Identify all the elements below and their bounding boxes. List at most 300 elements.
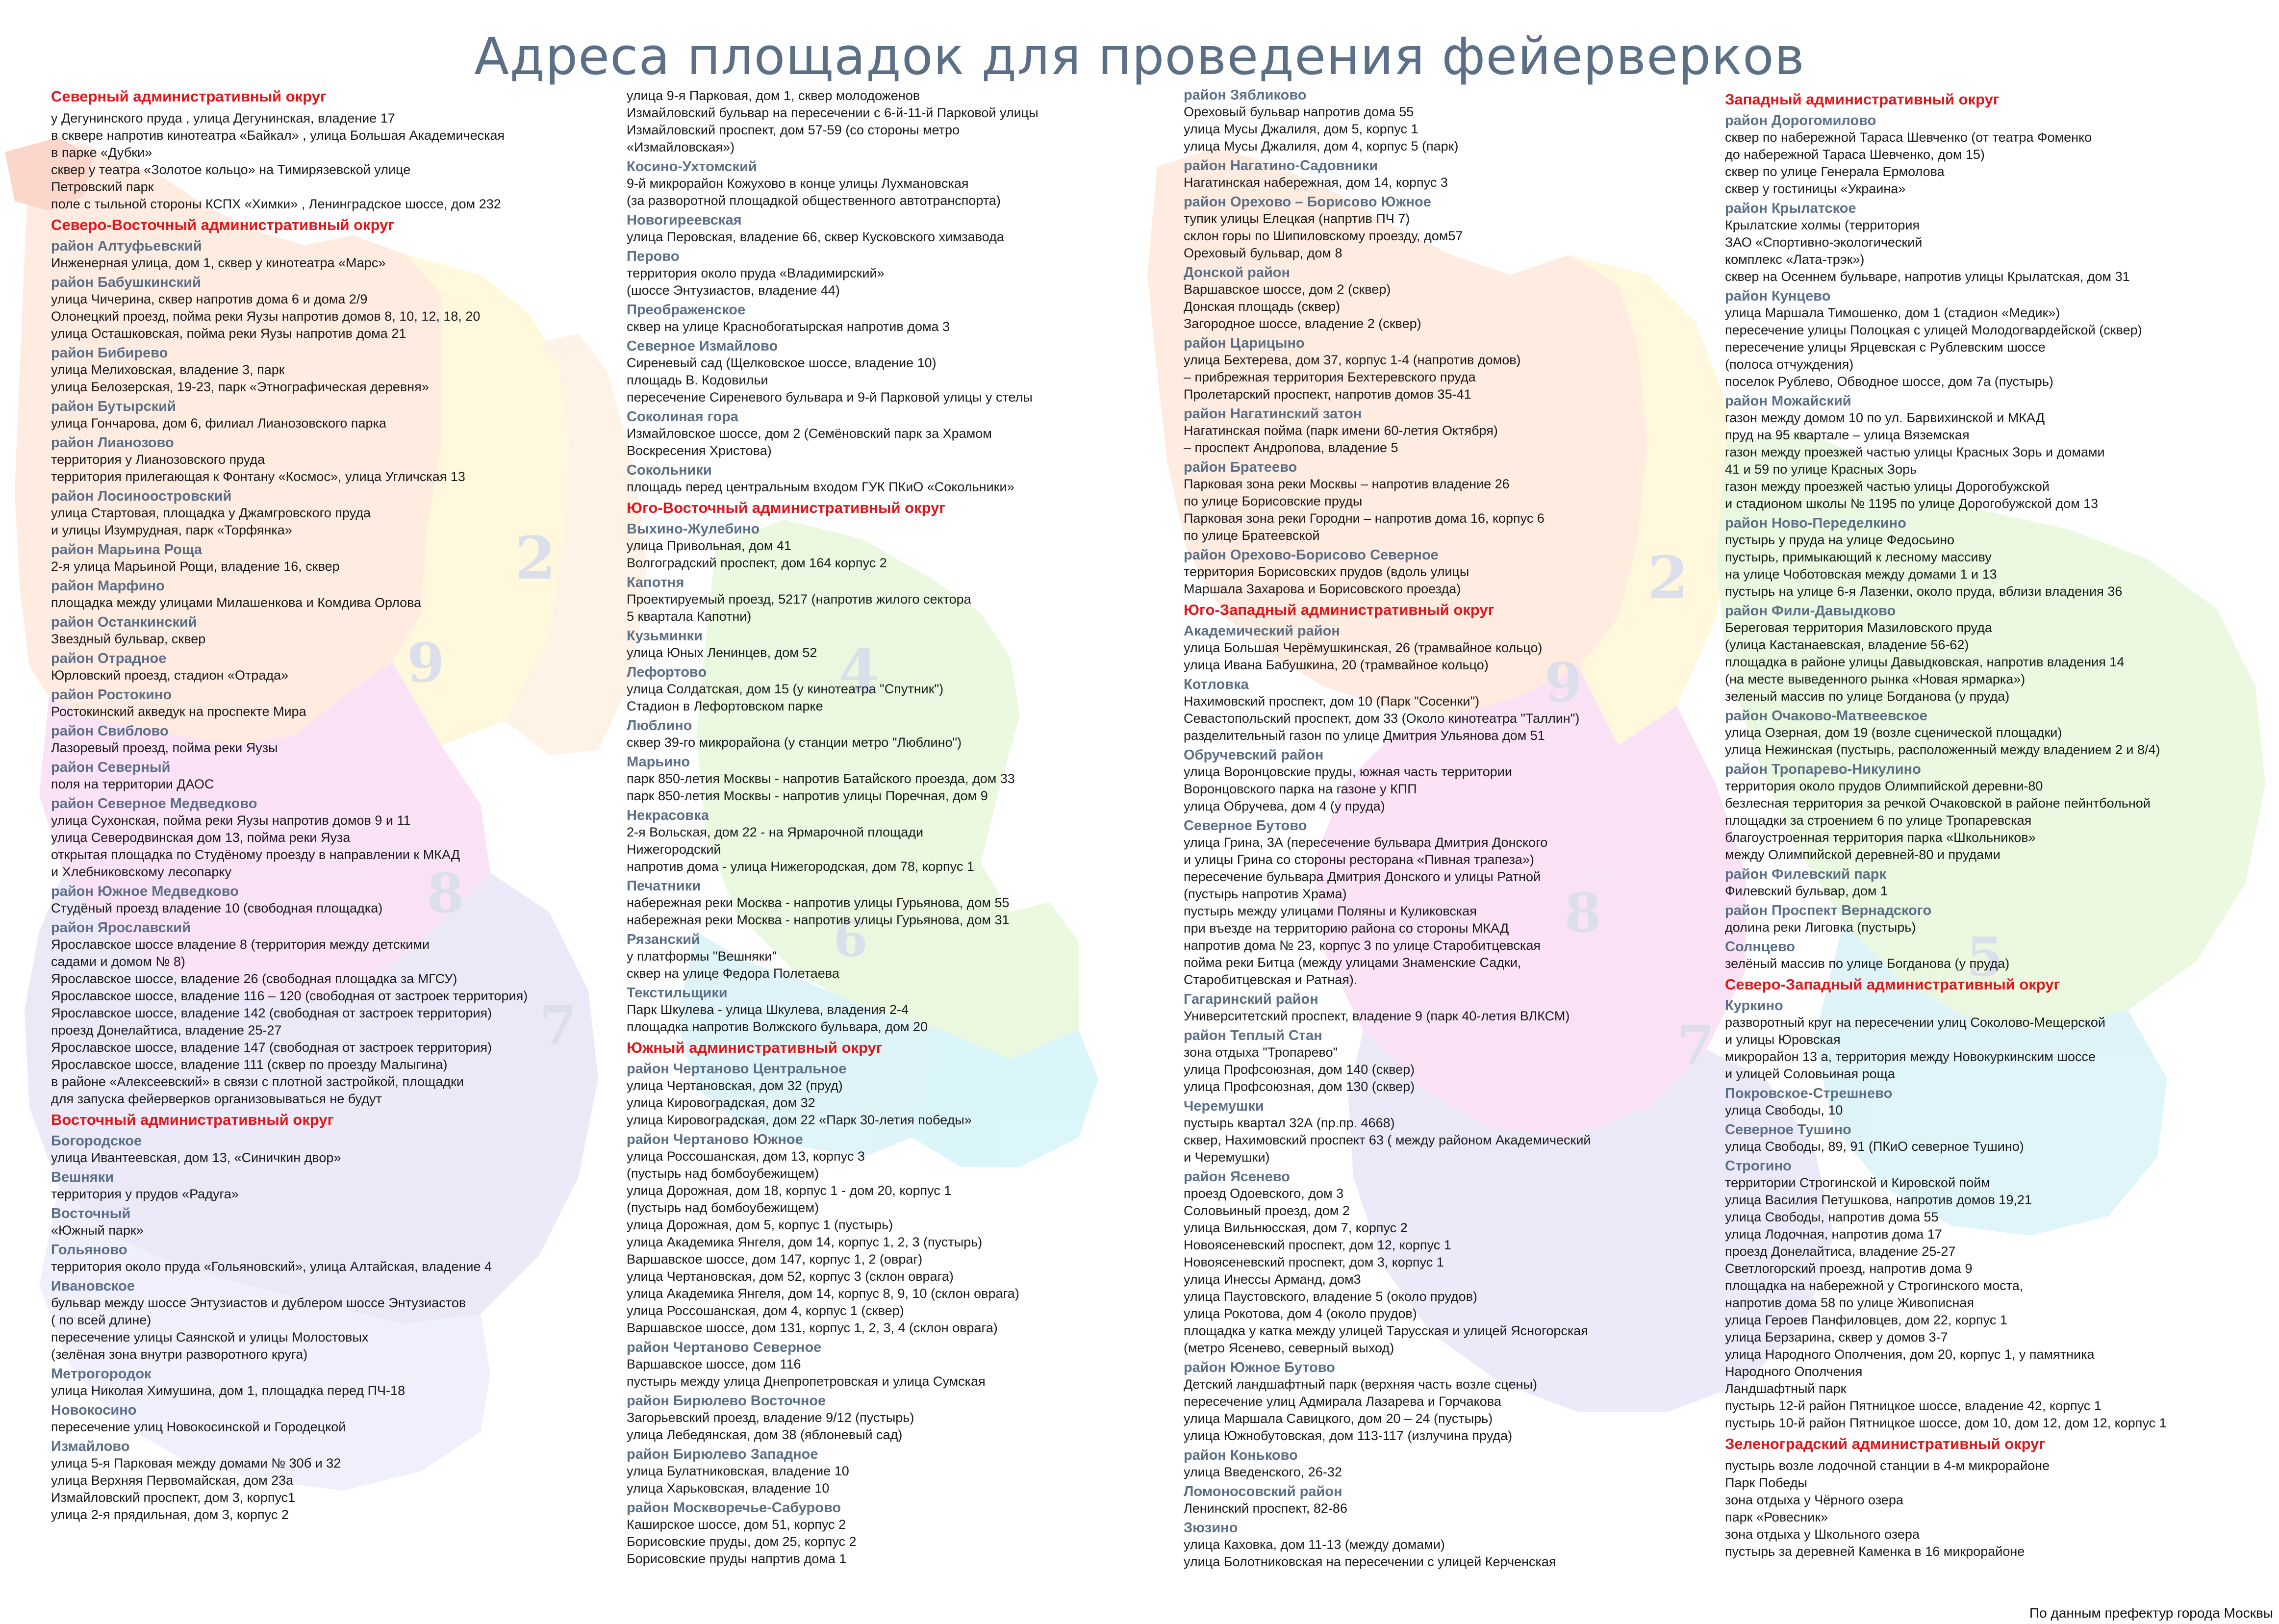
district-entry — [627, 932, 1176, 982]
district-name: Богородское — [51, 1133, 142, 1149]
address-line: в сквере напротив кинотеатра «Байкал» , улица Большая Академическая — [51, 128, 505, 143]
district-entry — [627, 628, 1176, 661]
district-entry — [1184, 1028, 1733, 1095]
address-line: Ленинский проспект, 82-86 — [1184, 1501, 1347, 1516]
address-line: площадь перед центральным входом ГУК ПКиО «Сокольники» — [627, 480, 1014, 494]
district-entry — [51, 488, 605, 539]
district-name: Солнцево — [1725, 939, 1795, 955]
district-name: Куркино — [1725, 998, 1783, 1014]
address-line: территория у Лианозовского пруда — [51, 452, 265, 467]
district-name: район Тропарево-Никулино — [1725, 761, 1921, 777]
district-entry — [1184, 623, 1733, 674]
district-name: район Царицыно — [1184, 335, 1305, 351]
address-line: Петровский парк — [51, 179, 154, 194]
address-line: Варшавское шоссе, дом 116 — [627, 1357, 801, 1371]
okrug-heading: Западный административный округ — [1725, 91, 2000, 108]
district-entry — [51, 1439, 605, 1523]
district-entry — [1725, 998, 2279, 1083]
address-line: улица Харьковская, владение 10 — [627, 1481, 830, 1496]
address-line: площадка у катка между улицей Тарусская и улицей Ясногорская — [1184, 1323, 1588, 1338]
address-line: (метро Ясенево, северный выход) — [1184, 1341, 1394, 1355]
address-line: Новоясеневский проспект, дом 12, корпус 1 — [1184, 1238, 1451, 1252]
district-name: Некрасовка — [627, 808, 709, 823]
address-line: газон между проезжей частью улицы Дорогобужской — [1725, 479, 2050, 494]
district-name: район Отрадное — [51, 651, 167, 666]
district-name: Черемушки — [1184, 1098, 1264, 1114]
address-line: проезд Одоевского, дом 3 — [1184, 1186, 1344, 1201]
district-entry — [627, 1061, 1176, 1129]
address-line: улица Белозерская, 19-23, парк «Этнографическая деревня» — [51, 380, 429, 394]
okrug-heading: Восточный административный округ — [51, 1111, 334, 1128]
address-line: пустырь, примыкающий к лесному массиву — [1725, 550, 1992, 564]
district-entry — [51, 796, 605, 881]
address-line: набережная реки Москва - напротив улицы Гурьянова, дом 55 — [627, 895, 1010, 910]
district-name: район Крылатское — [1725, 201, 1856, 216]
district-entry — [627, 1132, 1176, 1337]
address-line: Измайловское шоссе, дом 2 (Семёновский парк за Храмом — [627, 426, 992, 441]
address-line: зелёный массив по улице Богданова (у пруда) — [1725, 956, 2010, 971]
district-name: Зюзино — [1184, 1520, 1238, 1536]
address-line: Ореховый бульвар, дом 8 — [1184, 246, 1342, 260]
district-name: район Ярославский — [51, 920, 191, 936]
district-entry — [1725, 113, 2279, 198]
address-line: и улицы Юровская — [1725, 1032, 1841, 1047]
address-line: улица Народного Ополчения, дом 20, корпус 1, у памятника — [1725, 1347, 2095, 1362]
district-name: район Теплый Стан — [1184, 1028, 1322, 1043]
address-line: Варшавское шоссе, дом 147, корпус 1, 2 (овраг) — [627, 1252, 923, 1267]
district-entry — [1725, 603, 2279, 705]
address-line: улица Свободы, напротив дома 55 — [1725, 1210, 1939, 1224]
column-2 — [627, 87, 1176, 1568]
address-line: зеленый массив по улице Богданова (у пруда) — [1725, 689, 2010, 704]
address-line: Волгоградский проспект, дом 164 корпус 2 — [627, 556, 887, 570]
district-name: район Проспект Вернадского — [1725, 903, 1932, 918]
address-line: улица Вильнюсская, дом 7, корпус 2 — [1184, 1220, 1408, 1235]
district-entry — [1725, 515, 2279, 600]
address-line: улица Обручева, дом 4 (у пруда) — [1184, 799, 1385, 813]
address-line: улица Юных Ленинцев, дом 52 — [627, 645, 817, 660]
district-name: Перово — [627, 249, 680, 264]
district-entry — [51, 110, 605, 213]
address-line: сквер на Осеннем бульваре, напротив улицы Крылатская, дом 31 — [1725, 269, 2130, 284]
address-line: пересечение улицы Саянской и улицы Молостовых — [51, 1330, 369, 1345]
map-label-7-right: 7 — [1677, 1014, 1715, 1077]
district-entry — [1184, 194, 1733, 262]
district-entry — [51, 345, 605, 396]
address-line: улица Россошанская, дом 13, корпус 3 — [627, 1149, 865, 1164]
district-name: район Южное Медведково — [51, 884, 239, 899]
address-line: напротив дома - улица Нижегородская, дом 78, корпус 1 — [627, 859, 974, 874]
address-line: Инженерная улица, дом 1, сквер у кинотеатра «Марс» — [51, 255, 386, 270]
address-line: 9-й микрорайон Кожухово в конце улицы Лухмановская — [627, 176, 969, 191]
address-line: Ярославское шоссе, владение 142 (свободная от застроек территория) — [51, 1006, 492, 1020]
address-line: улица Рокотова, дом 4 (около прудов) — [1184, 1306, 1417, 1321]
address-line: пустырь 10-й район Пятницкое шоссе, дом 10, дом 12, дом 12, корпус 1 — [1725, 1416, 2167, 1430]
district-entry — [1725, 201, 2279, 285]
address-line: безлесная территория за речкой Очаковской в районе пейнтбольной — [1725, 796, 2151, 811]
okrug-heading: Юго-Восточный административный округ — [627, 499, 946, 516]
address-line: в парке «Дубки» — [51, 145, 152, 160]
map-label-2-right: 2 — [1647, 543, 1689, 612]
district-name: Капотня — [627, 575, 684, 590]
address-line: территория у прудов «Радуга» — [51, 1187, 239, 1201]
address-line: Крылатские холмы (территория — [1725, 218, 1920, 232]
address-line: улица Большая Черёмушкинская, 26 (трамвайное кольцо) — [1184, 640, 1543, 655]
district-entry — [627, 1500, 1176, 1568]
address-line: набережная реки Москва - напротив улицы Гурьянова, дом 31 — [627, 913, 1010, 927]
district-name: район Ново-Переделкино — [1725, 515, 1906, 531]
address-line: Ярославское шоссе владение 8 (территория между детскими — [51, 937, 430, 952]
address-line: пустырь у пруда на улице Федосьино — [1725, 533, 1955, 547]
address-line: улица Маршала Тимошенко, дом 1 (стадион «Медик») — [1725, 305, 2060, 320]
okrug-heading: Зеленоградский административный округ — [1725, 1435, 2046, 1452]
district-entry — [627, 521, 1176, 572]
district-name: район Братеево — [1184, 459, 1297, 475]
district-entry — [627, 1393, 1176, 1444]
address-line: сквер, Нахимовский проспект 63 ( между районом Академический — [1184, 1133, 1591, 1147]
address-line: Парк Победы — [1725, 1475, 1807, 1490]
address-line: Нижегородский — [627, 842, 721, 857]
district-name: Котловка — [1184, 677, 1249, 692]
address-line: улица Ивантеевская, дом 13, «Синичкин двор» — [51, 1150, 341, 1165]
address-line: (полоса отчуждения) — [1725, 357, 1854, 372]
address-line: Филевский бульвар, дом 1 — [1725, 884, 1888, 898]
address-line: улица Свободы, 89, 91 (ПКиО северное Тушино) — [1725, 1139, 2024, 1154]
address-line: пустырь 12-й район Пятницкое шоссе, владение 42, корпус 1 — [1725, 1398, 2102, 1413]
district-name: Северное Тушино — [1725, 1122, 1851, 1138]
address-line: сквер у гостиницы «Украина» — [1725, 181, 1906, 196]
address-line: Народного Ополчения — [1725, 1364, 1863, 1379]
column-1 — [51, 84, 605, 1523]
address-line: и Хлебниковскому лесопарку — [51, 864, 232, 879]
address-line: газон между домом 10 по ул. Барвихинской и МКАД — [1725, 410, 2045, 425]
district-name: район Дорогомилово — [1725, 113, 1876, 128]
district-entry — [51, 651, 605, 684]
address-line: микрорайон 13 а, территория между Новокуркинским шоссе — [1725, 1049, 2096, 1064]
address-line: проезд Донелайтиса, владение 25-27 — [51, 1023, 282, 1038]
address-line: улица Южнобутовская, дом 113-117 (излучина пруда) — [1184, 1428, 1513, 1443]
district-name: Марьино — [627, 754, 690, 770]
district-entry — [1184, 1447, 1733, 1481]
address-line: Загородное шоссе, владение 2 (сквер) — [1184, 316, 1421, 331]
address-line: склон горы по Шипиловскому проезду, дом57 — [1184, 228, 1463, 243]
address-line: улица Профсоюзная, дом 130 (сквер) — [1184, 1079, 1415, 1094]
address-line: 2-я улица Марьиной Рощи, владение 16, сквер — [51, 559, 340, 574]
district-entry — [627, 212, 1176, 246]
district-name: Ивановское — [51, 1278, 135, 1294]
address-line: парк 850-летия Москвы - напротив улицы Поречная, дом 9 — [627, 788, 988, 803]
district-entry — [627, 878, 1176, 929]
address-line: разворотный круг на пересечении улиц Соколово-Мещерской — [1725, 1015, 2105, 1030]
district-entry — [1184, 406, 1733, 457]
district-name: Кузьминки — [627, 628, 703, 644]
district-entry — [1725, 761, 2279, 863]
district-entry — [1184, 818, 1733, 989]
district-name: район Ростокино — [51, 687, 172, 703]
district-entry — [51, 1278, 605, 1363]
address-line: тупик улицы Елецкая (напртив ПЧ 7) — [1184, 211, 1410, 226]
address-line: пруд на 95 квартале – улица Вяземская — [1725, 428, 1970, 442]
address-line: площадка в районе улицы Давыдковская, напротив владения 14 — [1725, 655, 2125, 669]
address-line: Детский ландшафтный парк (верхняя часть возле сцены) — [1184, 1377, 1537, 1392]
district-entry — [1184, 1520, 1733, 1571]
address-line: улица Озерная, дом 19 (возле сценической площадки) — [1725, 725, 2062, 740]
address-line: зона отдыха у Чёрного озера — [1725, 1493, 1903, 1507]
address-line: Донская площадь (сквер) — [1184, 299, 1341, 314]
district-name: район Южное Бутово — [1184, 1360, 1335, 1375]
address-line: пустырь между улица Днепропетровская и улица Сумская — [627, 1374, 986, 1389]
district-name: район Марьина Роща — [51, 542, 202, 558]
district-name: Печатники — [627, 878, 701, 894]
district-entry — [51, 275, 605, 342]
district-entry — [1725, 288, 2279, 390]
address-line: улица Кировоградская, дом 32 — [627, 1095, 815, 1110]
address-line: территория около пруда «Владимирский» — [627, 266, 885, 280]
district-name: Гагаринский район — [1184, 991, 1318, 1007]
address-line: напротив дома № 23, корпус 3 по улице Старобитцевская — [1184, 938, 1541, 953]
district-name: Люблино — [627, 718, 692, 734]
address-line: Лазоревый проезд, пойма реки Яузы — [51, 740, 278, 755]
address-line: улица 5-я Парковая между домами № 30б и 32 — [51, 1456, 341, 1471]
district-entry — [627, 249, 1176, 299]
district-entry — [627, 575, 1176, 625]
district-entry — [51, 542, 605, 575]
district-entry — [51, 723, 605, 757]
address-line: Олонецкий проезд, пойма реки Яузы напротив домов 8, 10, 12, 18, 20 — [51, 309, 481, 324]
address-line: площадка напротив Волжского бульвара, дом 20 — [627, 1019, 928, 1034]
address-line: пересечение Сиреневого бульвара и 9-й Парковой улицы у стелы — [627, 390, 1033, 405]
address-line: пойма реки Битца (между улицами Знаменские Садки, — [1184, 955, 1521, 970]
address-line: комплекс «Лата-трэк») — [1725, 252, 1865, 267]
address-line: «Измайловская») — [627, 140, 735, 154]
district-entry — [627, 159, 1176, 209]
address-line: территория прилегающая к Фонтану «Космос», улица Угличская 13 — [51, 469, 465, 484]
district-entry — [1184, 265, 1733, 332]
address-line: и улицей Соловьиная роща — [1725, 1066, 1895, 1081]
address-line: Юрловский проезд, стадион «Отрада» — [51, 668, 289, 683]
district-entry — [51, 238, 605, 272]
district-entry — [51, 687, 605, 720]
address-line: улица Введенского, 26-32 — [1184, 1465, 1342, 1479]
address-line: территория Борисовских прудов (вдоль улицы — [1184, 564, 1469, 579]
address-line: Новоясеневский проспект, дом 3, корпус 1 — [1184, 1255, 1444, 1269]
address-line: улица Николая Химушина, дом 1, площадка перед ПЧ-18 — [51, 1383, 405, 1398]
district-entry — [627, 808, 1176, 875]
district-name: район Бибирево — [51, 345, 168, 361]
address-line: Загорьевский проезд, владение 9/12 (пустырь) — [627, 1410, 914, 1425]
address-line: территория около пруда «Гольяновский», улица Алтайская, владение 4 — [51, 1259, 492, 1274]
district-name: Косино-Ухтомский — [627, 159, 757, 175]
address-line: для запуска фейерверков организовываться не будут — [51, 1091, 382, 1106]
district-entry — [627, 664, 1176, 715]
address-line: улица Свободы, 10 — [1725, 1103, 1843, 1117]
address-line: улица Стартовая, площадка у Джамгровского пруда — [51, 506, 371, 520]
district-name: район Очаково-Матвеевское — [1725, 708, 1927, 724]
district-name: район Коньково — [1184, 1447, 1298, 1463]
district-name: Ломоносовский район — [1184, 1484, 1342, 1499]
address-line: открытая площадка по Студёному проезду в направлении к МКАД — [51, 847, 460, 862]
district-entry — [1725, 1086, 2279, 1119]
address-line: Парковая зона реки Городни – напротив дома 16, корпус 6 — [1184, 511, 1545, 526]
district-name: район Можайский — [1725, 393, 1851, 409]
address-line: улица Булатниковская, владение 10 — [627, 1464, 849, 1478]
address-line: ( по всей длине) — [51, 1313, 152, 1327]
address-line: улица Академика Янгеля, дом 14, корпус 8, 9, 10 (склон оврага) — [627, 1286, 1019, 1301]
address-line: садами и домом № 8) — [51, 954, 185, 969]
address-line: сквер по улице Генерала Ермолова — [1725, 164, 1945, 179]
address-line: сквер у театра «Золотое кольцо» на Тимирязевской улице — [51, 162, 411, 177]
address-line: газон между проезжей частью улицы Красных Зорь и домами — [1725, 445, 2105, 459]
address-line: Студёный проезд владение 10 (свободная площадка) — [51, 901, 383, 915]
address-line: парк «Ровесник» — [1725, 1510, 1828, 1524]
district-entry — [51, 1169, 605, 1203]
address-line: Варшавское шоссе, дом 2 (сквер) — [1184, 282, 1391, 297]
map-label-5: 5 — [1966, 925, 2004, 989]
address-line: пересечение улицы Ярцевская с Рублевским шоссе — [1725, 340, 2046, 355]
district-entry — [51, 435, 605, 485]
address-line: улица Дорожная, дом 18, корпус 1 - дом 20, корпус 1 — [627, 1183, 952, 1198]
address-line: пустырь за деревней Каменка в 16 микрорайоне — [1725, 1544, 2025, 1559]
district-name: Северное Измайлово — [627, 338, 778, 354]
address-line: Нахимовский проспект, дом 10 (Парк "Сосенки") — [1184, 694, 1480, 709]
district-entry — [51, 399, 605, 432]
address-line: Береговая территория Мазиловского пруда — [1725, 620, 1992, 635]
address-line: Борисовские пруды, дом 25, корпус 2 — [627, 1534, 857, 1549]
district-name: район Свиблово — [51, 723, 169, 739]
okrug-heading: Северо-Восточный административный округ — [51, 216, 395, 233]
district-name: Новогиреевская — [627, 212, 742, 228]
address-line: парк 850-летия Москвы - напротив Батайского проезда, дом 33 — [627, 771, 1015, 786]
district-name: Покровское-Стрешнево — [1725, 1086, 1893, 1101]
address-line: сквер по набережной Тараса Шевченко (от театра Фоменко — [1725, 130, 2092, 145]
district-name: район Кунцево — [1725, 288, 1831, 304]
address-line: (на месте выведенного рынка «Новая ярмарка») — [1725, 672, 2026, 686]
address-line: Ландшафтный парк — [1725, 1381, 1847, 1396]
district-entry — [51, 578, 605, 611]
district-name: Восточный — [51, 1206, 131, 1221]
address-line: долина реки Лиговка (пустырь) — [1725, 920, 1916, 935]
address-line: (зелёная зона внутри разворотного круга) — [51, 1347, 308, 1362]
address-line: зона отдыха у Школьного озера — [1725, 1527, 1920, 1542]
district-entry — [627, 1340, 1176, 1390]
map-label-8-right: 8 — [1564, 881, 1602, 944]
district-name: район Орехово – Борисово Южное — [1184, 194, 1431, 210]
address-line: пересечение бульвара Дмитрия Донского и улицы Ратной — [1184, 869, 1541, 884]
district-entry — [51, 920, 605, 1108]
address-line: поля на территории ДАОС — [51, 777, 214, 791]
address-line: Пролетарский проспект, напротив домов 35-41 — [1184, 387, 1471, 402]
address-line: пустырь квартал 32А (пр.пр. 4668) — [1184, 1116, 1395, 1130]
address-line: улица Ивана Бабушкина, 20 (трамвайное кольцо) — [1184, 658, 1489, 672]
okrug-heading: Южный административный округ — [627, 1039, 883, 1056]
district-entry — [1184, 459, 1733, 544]
district-entry — [51, 1242, 605, 1275]
address-line: площадь В. Кодовильи — [627, 373, 768, 387]
address-line: пустырь на улице 6-я Лазенки, около пруда, вблизи владения 36 — [1725, 584, 2123, 599]
address-line: улица Осташковская, пойма реки Яузы напротив дома 21 — [51, 326, 406, 341]
address-line: пустырь возле лодочной станции в 4-м микрорайоне — [1725, 1458, 2050, 1473]
district-entry — [1184, 1360, 1733, 1445]
address-line: Парковая зона реки Москвы – напротив владение 26 — [1184, 477, 1510, 491]
address-line: и улицы Грина со стороны ресторана «Пивная трапеза») — [1184, 852, 1534, 867]
address-line: пустырь между улицами Поляны и Куликовская — [1184, 904, 1477, 918]
district-name: район Ясенево — [1184, 1169, 1290, 1185]
district-entry — [51, 1206, 605, 1239]
district-entry — [1184, 547, 1733, 598]
district-entry — [1725, 1158, 2279, 1432]
district-entry — [1184, 991, 1733, 1025]
address-line: Стадион в Лефортовском парке — [627, 699, 823, 713]
map-label-9-left: 9 — [407, 631, 445, 694]
address-line: разделительный газон по улице Дмитрия Ульянова дом 51 — [1184, 728, 1545, 743]
address-line: улица Академика Янгеля, дом 14, корпус 1, 2, 3 (пустырь) — [627, 1235, 983, 1249]
address-line: Ярославское шоссе, владение 111 (сквер по проезду Малыгина) — [51, 1057, 448, 1072]
district-entry — [51, 1133, 605, 1167]
address-line: территории Строгинской и Кировской пойм — [1725, 1175, 1990, 1190]
map-label-7-left: 7 — [539, 994, 577, 1057]
address-line: улица Россошанская, дом 4, корпус 1 (сквер) — [627, 1303, 904, 1318]
address-line: улица Грина, 3А (пересечение бульвара Дмитрия Донского — [1184, 835, 1548, 850]
address-line: улица Берзарина, сквер у домов 3-7 — [1725, 1330, 1948, 1345]
address-line: (пустырь над бомбоубежищем) — [627, 1200, 819, 1215]
address-line: улица Мусы Джалиля, дом 4, корпус 5 (парк) — [1184, 139, 1459, 153]
okrug-heading: Юго-Западный административный округ — [1184, 601, 1494, 618]
district-name: Сокольники — [627, 462, 712, 478]
address-line: Старобитцевская и Ратная). — [1184, 972, 1358, 987]
address-line: Ореховый бульвар напротив дома 55 — [1184, 104, 1414, 119]
address-line: улица Бехтерева, дом 37, корпус 1-4 (напротив домов) — [1184, 353, 1521, 367]
map-label-4: 4 — [838, 636, 880, 706]
address-line: сквер на улице Федора Полетаева — [627, 966, 839, 981]
address-line: Светлогорский проезд, напротив дома 9 — [1725, 1261, 1973, 1276]
district-name: район Чертаново Южное — [627, 1132, 803, 1147]
district-name: район Северный — [51, 760, 171, 775]
district-entry — [1184, 747, 1733, 815]
address-line: в районе «Алексеевский» в связи с плотной застройкой, площадки — [51, 1074, 464, 1089]
address-line: площадка на набережной у Строгинского моста, — [1725, 1278, 2024, 1293]
address-line: (улица Кастанаевская, владение 56-62) — [1725, 637, 1969, 652]
column-3 — [1184, 84, 1733, 1571]
district-entry — [1184, 1484, 1733, 1517]
address-line: – прибрежная территория Бехтеревского пруда — [1184, 370, 1476, 384]
address-line: улица Паустовского, владение 5 (около прудов) — [1184, 1289, 1478, 1304]
address-line: Нагатинская набережная, дом 14, корпус 3 — [1184, 175, 1448, 190]
district-name: район Фили-Давыдково — [1725, 603, 1896, 619]
address-line: улица Каховка, дом 11-13 (между домами) — [1184, 1537, 1445, 1552]
district-name: Соколиная гора — [627, 409, 738, 425]
address-line: улица 2-я прядильная, дом 3, корпус 2 — [51, 1507, 289, 1522]
address-line: ЗАО «Спортивно-экологический — [1725, 235, 1923, 250]
district-entry — [1725, 708, 2279, 759]
address-line: Измайловский проспект, дом 57-59 (со стороны метро — [627, 123, 960, 137]
source-note: По данным префектур города Москвы — [2029, 1605, 2273, 1621]
district-entry — [1725, 1457, 2279, 1560]
district-name: район Орехово-Борисово Северное — [1184, 547, 1439, 563]
map-label-6: 6 — [834, 910, 868, 968]
address-line: и стадионом школы № 1195 по улице Дорогобужской дом 13 — [1725, 496, 2099, 511]
address-line: Воскресения Христова) — [627, 443, 772, 458]
address-line: площадки за строением 6 по улице Тропаревская — [1725, 813, 2032, 828]
district-name: Гольяново — [51, 1242, 127, 1258]
address-line: улица Чертановская, дом 52, корпус 3 (склон оврага) — [627, 1269, 954, 1284]
map-label-9-right: 9 — [1545, 651, 1582, 714]
district-entry — [1725, 866, 2279, 900]
district-entry — [627, 462, 1176, 496]
district-name: Северное Бутово — [1184, 818, 1307, 834]
address-line: Ярославское шоссе, владение 147 (свободная от застроек территория) — [51, 1040, 492, 1055]
district-entry — [627, 87, 1176, 156]
address-line: площадка между улицами Милашенкова и Комдива Орлова — [51, 595, 422, 610]
